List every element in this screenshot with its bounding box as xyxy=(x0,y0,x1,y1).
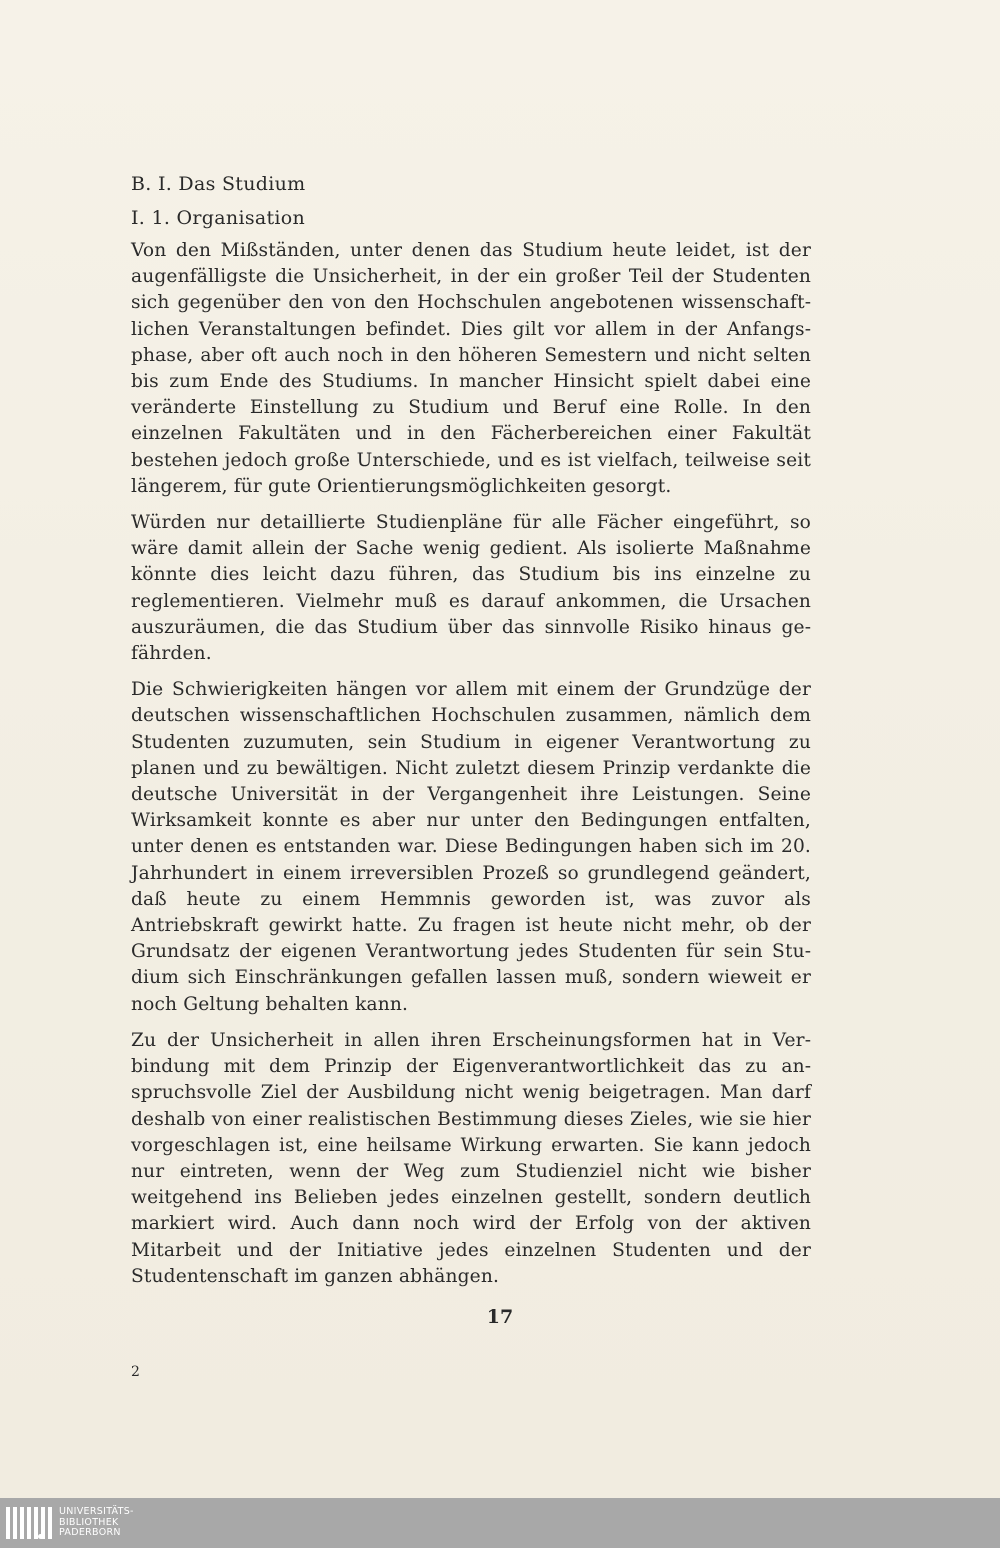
paragraph-4: Zu der Unsicherheit in allen ihren Erscheinungsformen hat in Verbindung mit dem Prinzip der Eigenverantwortlichkeit das zu anspruchsvolle Ziel der Ausbildung nicht wenig beigetragen. Man darf deshalb von einer realistischen Bestimmung dieses Zieles, wie sie hier vorgeschlagen ist, eine heilsame Wirkung erwarten. Sie kann jedoch nur eintreten, wenn der Weg zum Studienziel nicht wie bisher weitgehend ins Belieben jedes einzelnen gestellt, sondern deutlich markiert wird. Auch dann noch wird der Erfolg von der aktiven Mitarbeit und der Initiative jedes einzelnen Studenten und der Studentenschaft im ganzen abhängen. xyxy=(131,1029,811,1287)
page-number: 17 xyxy=(486,1306,514,1328)
paragraph-3: Die Schwierigkeiten hängen vor allem mit einem der Grundzüge der deutschen wissenschaftlichen Hochschulen zusammen, nämlich dem Studenten zuzumuten, sein Studium in eigener Verantwortung zu planen und zu bewältigen. Nicht zuletzt diesem Prinzip verdankte die deutsche Universität in der Vergangenheit ihre Leistungen. Seine Wirksamkeit konnte es aber nur unter den Bedingungen entfalten, unter denen es entstanden war. Diese Bedingungen haben sich im 20. Jahrhundert in einem irreversiblen Prozeß so grundlegend geändert, daß heute zu einem Hemmnis geworden ist, was zuvor als Antriebskraft gewirkt hatte. Zu fragen ist heute nicht mehr, ob der Grundsatz der eigenen Verantwortung jedes Studenten für sein Studium sich Einschränkungen gefallen lassen muß, sondern wieweit er noch Geltung behalten kann. xyxy=(131,679,811,1015)
logo-line-2: BIBLIOTHEK xyxy=(59,1516,119,1528)
library-footer xyxy=(0,1498,1000,1548)
library-logo xyxy=(6,1507,134,1539)
logo-dot-icon xyxy=(38,1534,43,1539)
logo-text xyxy=(59,1507,134,1539)
section-heading: B. I. Das Studium xyxy=(131,173,306,195)
logo-line-1: UNIVERSITÄTS- xyxy=(59,1506,134,1517)
logo-line-3: PADERBORN xyxy=(59,1527,121,1538)
subsection-heading: I. 1. Organisation xyxy=(131,207,306,229)
paragraph-2: Würden nur detaillierte Studienpläne für alle Fächer eingeführt, so wäre damit allein der Sache wenig gedient. Als isolierte Maßnahme könnte dies leicht dazu führen, das Studium bis ins einzelne zu reglementieren. Vielmehr muß es darauf ankommen, die Ursachen auszuräumen, die das Studium über das sinnvolle Risiko hinaus gefährden. xyxy=(131,512,811,665)
paragraph-1: Von den Mißständen, unter denen das Studium heute leidet, ist der augenfälligste die Unsicherheit, in der ein großer Teil der Studenten sich gegenüber den von den Hochschulen angebotenen wissenschaftlichen Veranstaltungen befindet. Dies gilt vor allem in der Anfangsphase, aber oft auch noch in den höheren Semestern und nicht selten bis zum Ende des Studiums. In mancher Hinsicht spielt dabei eine veränderte Einstellung zu Studium und Beruf eine Rolle. In den einzelnen Fakultäten und in den Fächerbereichen einer Fakultät bestehen jedoch große Unterschiede, und es ist vielfach, teilweise seit längerem, für gute Orientierungsmöglichkeiten gesorgt. xyxy=(131,240,811,497)
logo-bars-icon xyxy=(6,1507,52,1539)
page-content xyxy=(131,170,811,1300)
signature-mark: 2 xyxy=(131,1364,140,1380)
